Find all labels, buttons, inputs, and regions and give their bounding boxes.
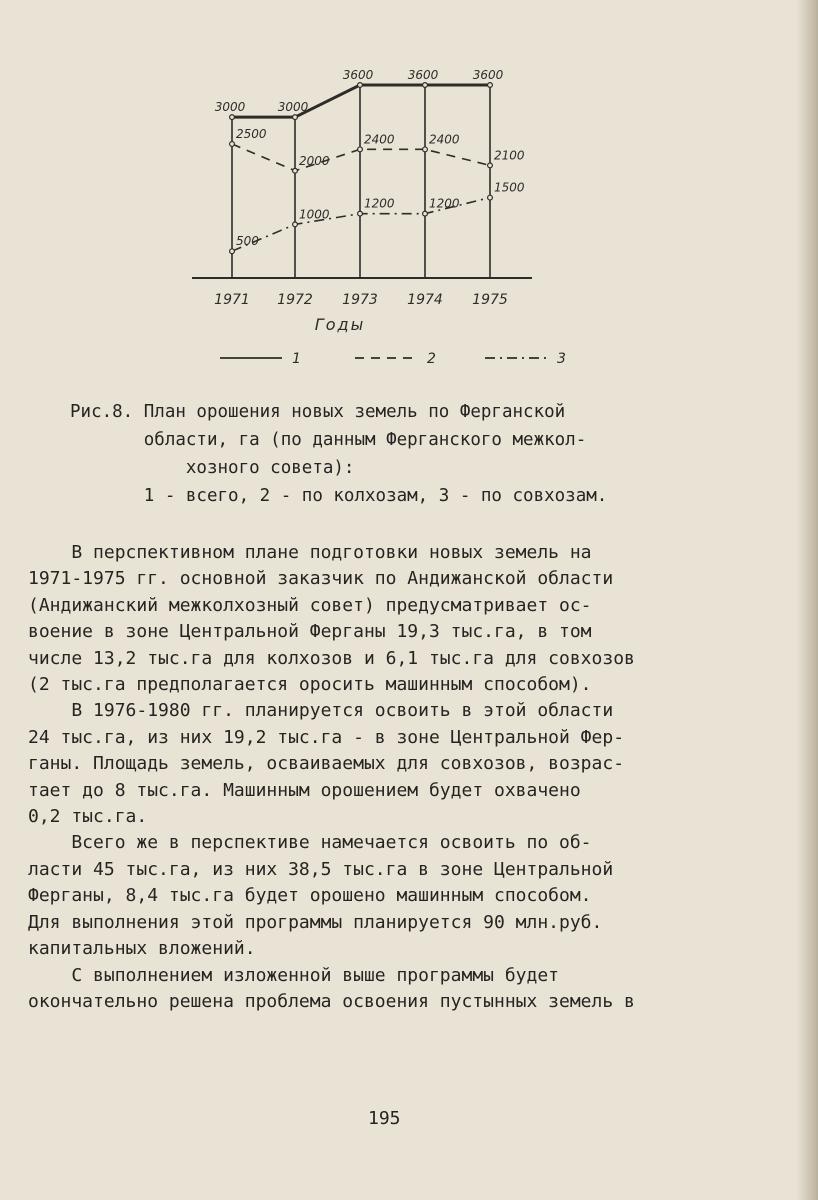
series-1-point: [358, 83, 363, 88]
paragraph-line: Для выполнения этой программы планируется 90 млн.руб.: [28, 911, 603, 933]
series-1-data-label: 3600: [407, 68, 439, 82]
series-2-data-label: 2000: [299, 153, 330, 168]
caption-line: области, га (по данным Ферганского межкол-: [70, 430, 587, 450]
series-1-point: [293, 115, 298, 120]
series-2-data-label: 2400: [364, 132, 395, 147]
irrigation-chart: [180, 60, 600, 380]
page-number: 195: [368, 1108, 401, 1129]
series-2-point: [423, 147, 428, 152]
paragraph-line: числе 13,2 тыс.га для колхозов и 6,1 тыс.га для совхозов: [28, 647, 635, 669]
series-3-point: [230, 249, 235, 254]
paragraph-line: ганы. Площадь земель, осваиваемых для совхозов, возрас-: [28, 753, 625, 775]
series-3-data-label: 500: [236, 234, 259, 249]
legend-label-2: 2: [427, 351, 436, 367]
paragraph-line: Ферганы, 8,4 тыс.га будет орошено машинным способом.: [28, 885, 592, 907]
caption-line: Рис.8. План орошения новых земель по Ферганской: [70, 402, 566, 422]
caption-line: хозного совета):: [70, 458, 355, 478]
paragraph-line: (2 тыс.га предполагается оросить машинным способом).: [28, 674, 592, 696]
series-3-point: [423, 211, 428, 216]
series-1-data-label: 3600: [342, 68, 374, 82]
series-3-point: [293, 222, 298, 227]
series-3-data-label: 1500: [494, 180, 525, 195]
legend-label-3: 3: [557, 351, 566, 367]
series-1-data-label: 3000: [277, 100, 309, 115]
paragraph-line: воение в зоне Центральной Ферганы 19,3 тыс.га, в том: [28, 621, 592, 643]
caption-line: 1 - всего, 2 - по колхозам, 3 - по совхозам.: [70, 486, 608, 506]
body-text: [28, 540, 788, 1015]
series-2-data-label: 2100: [494, 148, 525, 163]
paragraph-line: В 1976-1980 гг. планируется освоить в этой области: [28, 700, 614, 722]
paragraph-line: В перспективном плане подготовки новых земель на: [28, 542, 592, 563]
x-tick-label: 1974: [407, 292, 443, 308]
series-3-data-label: 1200: [429, 196, 460, 211]
x-tick-label: 1975: [472, 292, 508, 308]
paragraph-line: С выполнением изложенной выше программы будет: [28, 964, 560, 986]
series-1-data-label: 3000: [214, 100, 246, 115]
series-1-line: [232, 85, 490, 117]
paragraph-line: Всего же в перспективе намечается освоить по об-: [28, 832, 592, 854]
series-2-point: [488, 163, 493, 168]
x-axis-title: Годы: [314, 315, 366, 334]
x-tick-label: 1972: [277, 292, 313, 308]
paragraph-line: 0,2 тыс.га.: [28, 806, 148, 828]
series-1-point: [488, 83, 493, 88]
paragraph-line: тает до 8 тыс.га. Машинным орошением будет охвачено: [28, 779, 581, 801]
paragraph-line: ласти 45 тыс.га, из них 38,5 тыс.га в зоне Центральной: [28, 858, 614, 880]
series-3-data-label: 1000: [299, 207, 330, 222]
page-edge-shadow: [796, 0, 818, 1200]
paragraph-line: 24 тыс.га, из них 19,2 тыс.га - в зоне Центральной Фер-: [28, 726, 625, 748]
x-tick-label: 1971: [214, 292, 250, 308]
legend-label-1: 1: [292, 351, 301, 367]
series-3-point: [358, 211, 363, 216]
series-1-data-label: 3600: [472, 68, 504, 82]
series-3-point: [488, 195, 493, 200]
series-2-data-label: 2500: [236, 126, 267, 141]
series-1-point: [423, 83, 428, 88]
paragraph-line: окончательно решена проблема освоения пустынных земель в: [28, 990, 635, 1012]
paragraph-line: капитальных вложений.: [28, 938, 256, 960]
paragraph-line: (Андижанский межколхозный совет) предусматривает ос-: [28, 594, 592, 616]
series-2-point: [358, 147, 363, 152]
series-2-point: [293, 168, 298, 173]
figure-caption: [70, 398, 770, 510]
series-3-data-label: 1200: [364, 196, 395, 211]
series-2-data-label: 2400: [429, 132, 460, 147]
x-tick-label: 1973: [342, 292, 378, 308]
series-2-point: [230, 142, 235, 147]
paragraph-line: 1971-1975 гг. основной заказчик по Андижанской области: [28, 568, 614, 590]
series-1-point: [230, 115, 235, 120]
